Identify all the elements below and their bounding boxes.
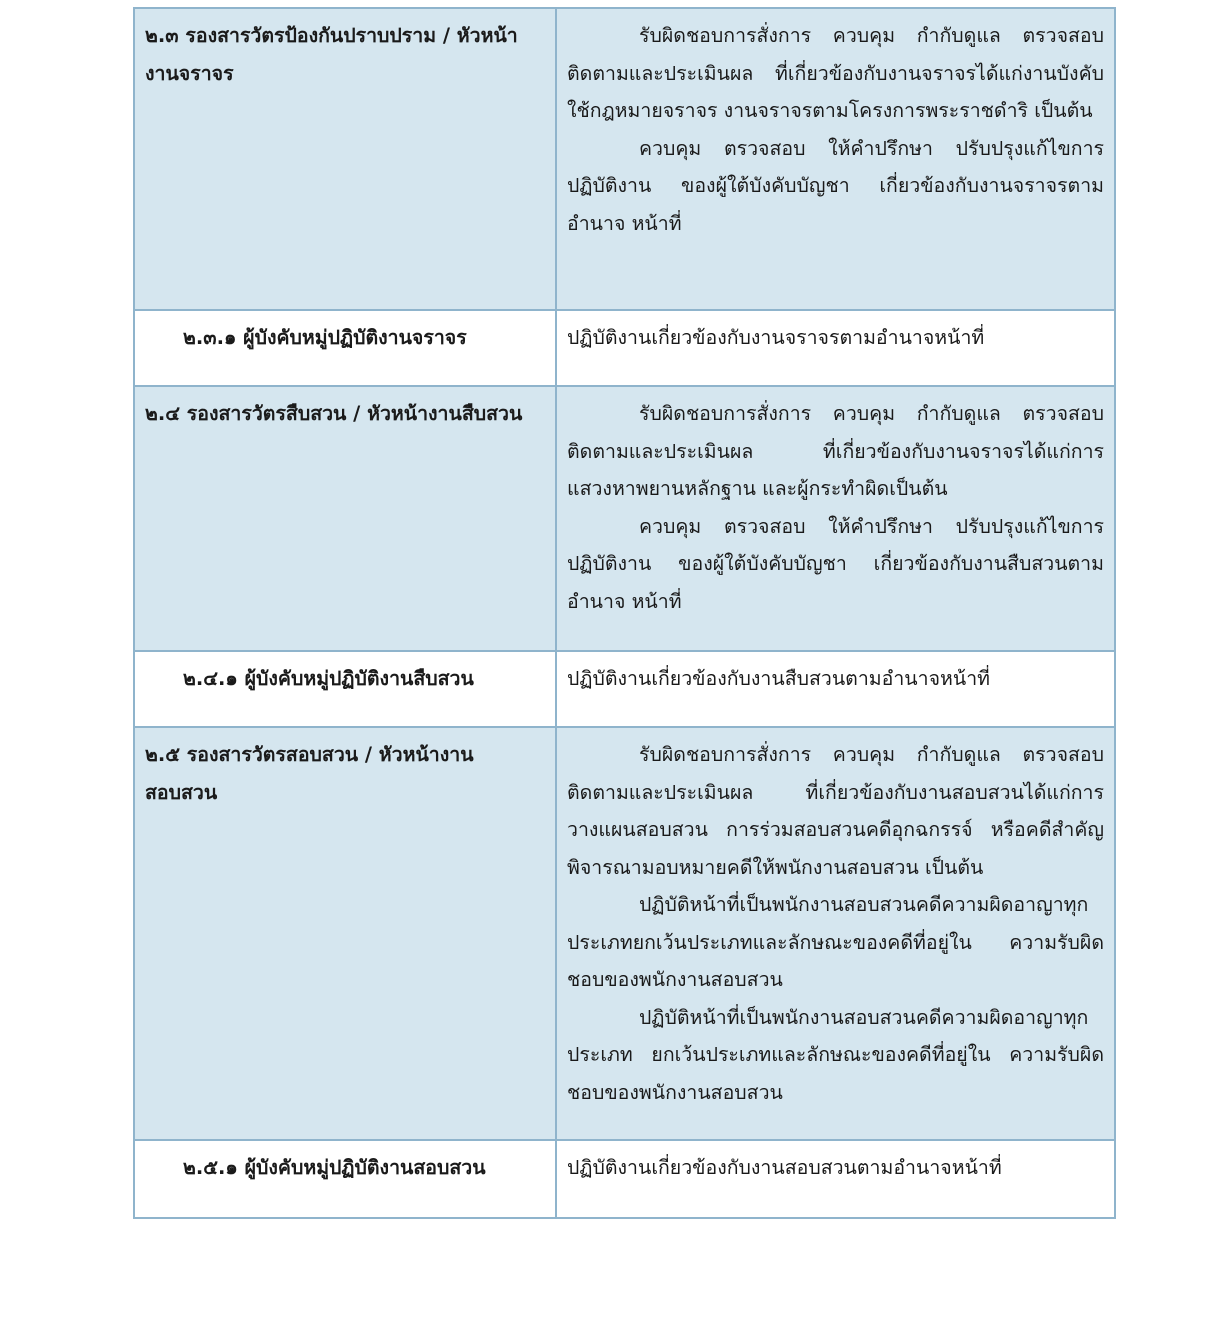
duty-paragraph: ปฏิบัติหน้าที่เป็นพนักงานสอบสวนคดีความผิดอาญาทุกประเภท ยกเว้นประเภทและลักษณะของคดีที่อยู่ใน ความรับผิดชอบของพนักงานสอบสวน bbox=[567, 1005, 1104, 1104]
duty-description bbox=[556, 310, 1115, 386]
duty-description bbox=[556, 386, 1115, 651]
position-title: ๒.๔ รองสารวัตรสืบสวน / หัวหน้างานสืบสวน bbox=[134, 386, 556, 651]
position-title: ๒.๔.๑ ผู้บังคับหมู่ปฏิบัติงานสืบสวน bbox=[134, 651, 556, 727]
table-row bbox=[134, 727, 1115, 1140]
duty-paragraph: รับผิดชอบการสั่งการ ควบคุม กำกับดูแล ตรวจสอบ ติดตามและประเมินผล ที่เกี่ยวข้องกับงานสอบสวนได้แก่การวางแผนสอบสวน การร่วมสอบสวนคดีอุกฉกรรจ์ หรือคดีสำคัญพิจารณามอบหมายคดีให้พนักงานสอบสวน เป็นต้น bbox=[567, 743, 1104, 879]
table-row bbox=[134, 651, 1115, 727]
table-row bbox=[134, 310, 1115, 386]
position-title: ๒.๕ รองสารวัตรสอบสวน / หัวหน้างานสอบสวน bbox=[134, 727, 556, 1140]
duties-table bbox=[133, 7, 1116, 1219]
duty-description bbox=[556, 651, 1115, 727]
table-row bbox=[134, 386, 1115, 651]
duty-paragraph: ปฏิบัติหน้าที่เป็นพนักงานสอบสวนคดีความผิดอาญาทุกประเภทยกเว้นประเภทและลักษณะของคดีที่อยู่ใน ความรับผิดชอบของพนักงานสอบสวน bbox=[567, 893, 1104, 991]
duty-paragraph: ปฏิบัติงานเกี่ยวข้องกับงานสืบสวนตามอำนาจหน้าที่ bbox=[567, 667, 990, 690]
duty-paragraph: ปฏิบัติงานเกี่ยวข้องกับงานจราจรตามอำนาจหน้าที่ bbox=[567, 326, 985, 349]
duty-paragraph: รับผิดชอบการสั่งการ ควบคุม กำกับดูแล ตรวจสอบ ติดตามและประเมินผล ที่เกี่ยวข้องกับงานจราจรได้แก่งานบังคับใช้กฎหมายจราจร งานจราจรตามโครงการพระราชดำริ เป็นต้น bbox=[567, 24, 1104, 122]
duty-description bbox=[556, 727, 1115, 1140]
duty-paragraph: ควบคุม ตรวจสอบ ให้คำปรึกษา ปรับปรุงแก้ไขการปฏิบัติงาน ของผู้ใต้บังคับบัญชา เกี่ยวข้องกับงานจราจรตามอำนาจ หน้าที่ bbox=[567, 136, 1104, 235]
duty-paragraph: ควบคุม ตรวจสอบ ให้คำปรึกษา ปรับปรุงแก้ไขการปฏิบัติงาน ของผู้ใต้บังคับบัญชา เกี่ยวข้องกับงานสืบสวนตามอำนาจ หน้าที่ bbox=[567, 514, 1104, 613]
position-title: ๒.๓ รองสารวัตรป้องกันปราบปราม / หัวหน้างานจราจร bbox=[134, 8, 556, 310]
position-title: ๒.๓.๑ ผู้บังคับหมู่ปฏิบัติงานจราจร bbox=[134, 310, 556, 386]
duty-description bbox=[556, 1140, 1115, 1218]
duty-description bbox=[556, 8, 1115, 310]
duty-paragraph: รับผิดชอบการสั่งการ ควบคุม กำกับดูแล ตรวจสอบ ติดตามและประเมินผล ที่เกี่ยวข้องกับงานจราจรได้แก่การแสวงหาพยานหลักฐาน และผู้กระทำผิดเป็นต้น bbox=[567, 402, 1104, 500]
table-row bbox=[134, 1140, 1115, 1218]
table-row bbox=[134, 8, 1115, 310]
position-title: ๒.๕.๑ ผู้บังคับหมู่ปฏิบัติงานสอบสวน bbox=[134, 1140, 556, 1218]
duty-paragraph: ปฏิบัติงานเกี่ยวข้องกับงานสอบสวนตามอำนาจหน้าที่ bbox=[567, 1156, 1002, 1179]
